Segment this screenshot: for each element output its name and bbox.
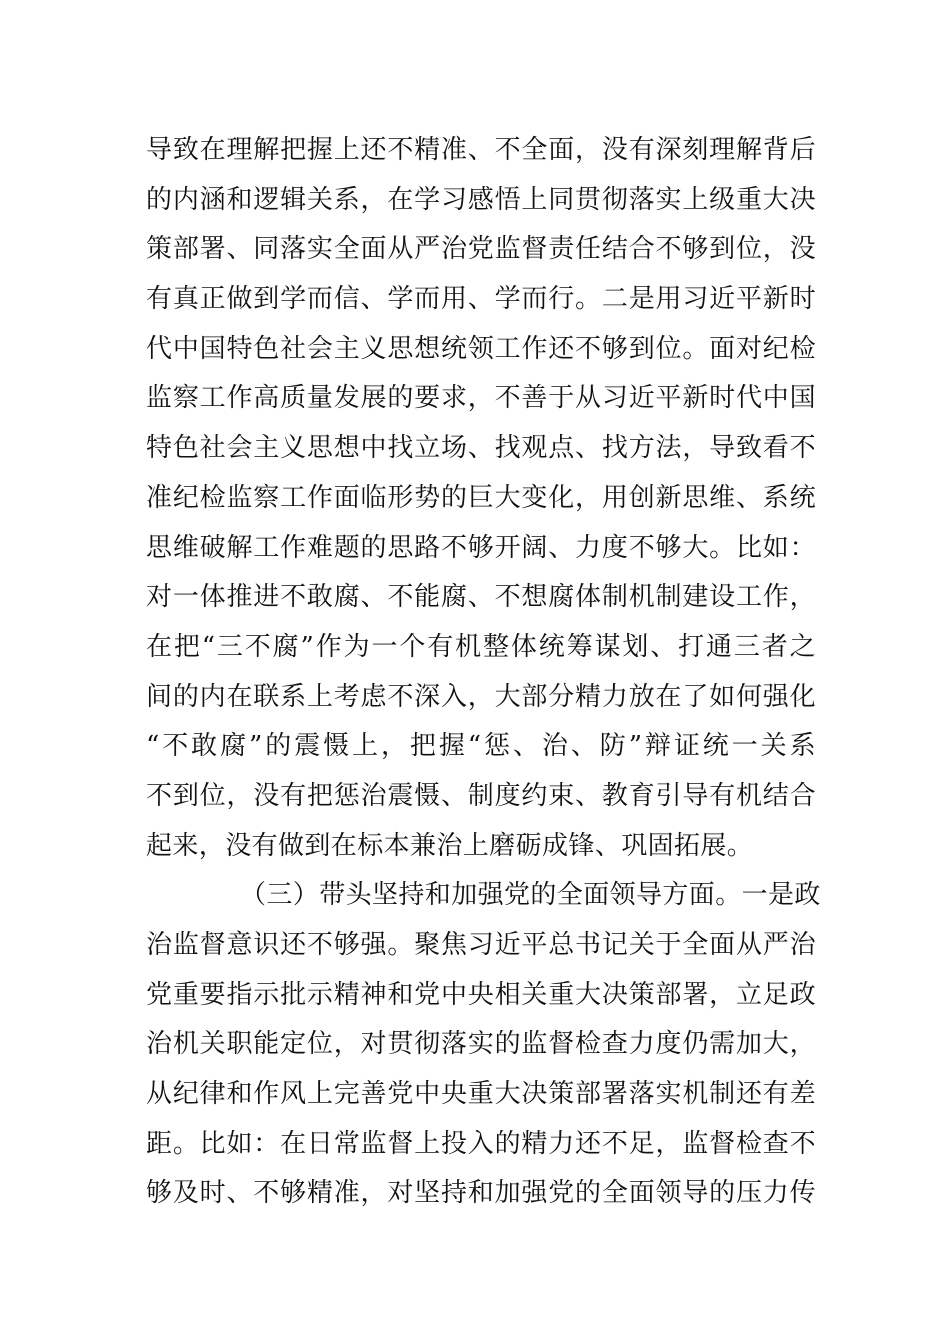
text-line: 思维破解工作难题的思路不够开阔、力度不够大。比如： (146, 532, 816, 563)
text-line: 策部署、同落实全面从严治党监督责任结合不够到位，没 (146, 234, 816, 265)
text-line: 在把“三不腐”作为一个有机整体统筹谋划、打通三者之 (146, 631, 816, 662)
text-line: 不到位，没有把惩治震慑、制度约束、教育引导有机结合 (146, 780, 816, 811)
text-line: 够及时、不够精准，对坚持和加强党的全面领导的压力传 (146, 1178, 816, 1209)
body-text (146, 126, 821, 1219)
text-line: 治机关职能定位，对贯彻落实的监督检查力度仍需加大， (146, 1029, 816, 1060)
text-line: 距。比如：在日常监督上投入的精力还不足，监督检查不 (146, 1128, 816, 1159)
text-line: “不敢腐”的震慑上，把握“惩、治、防”辩证统一关系 (146, 731, 816, 762)
text-line: 特色社会主义思想中找立场、找观点、找方法，导致看不 (146, 433, 816, 464)
text-line: 代中国特色社会主义思想统领工作还不够到位。面对纪检 (146, 333, 816, 364)
text-line: 监察工作高质量发展的要求，不善于从习近平新时代中国 (146, 383, 816, 414)
text-line: 从纪律和作风上完善党中央重大决策部署落实机制还有差 (146, 1079, 816, 1110)
text-line: 党重要指示批示精神和党中央相关重大决策部署，立足政 (146, 979, 816, 1010)
text-line: 准纪检监察工作面临形势的巨大变化，用创新思维、系统 (146, 482, 816, 513)
text-line: 对一体推进不敢腐、不能腐、不想腐体制机制建设工作， (146, 582, 816, 613)
text-line: 导致在理解把握上还不精准、不全面，没有深刻理解背后 (146, 135, 816, 165)
text-line: 治监督意识还不够强。聚焦习近平总书记关于全面从严治 (146, 930, 816, 960)
section-heading-line: （三）带头坚持和加强党的全面领导方面。一是政 (240, 880, 821, 911)
text-line: 的内涵和逻辑关系，在学习感悟上同贯彻落实上级重大决 (146, 184, 816, 215)
text-line: 间的内在联系上考虑不深入，大部分精力放在了如何强化 (146, 681, 816, 712)
text-line: 有真正做到学而信、学而用、学而行。二是用习近平新时 (146, 284, 816, 315)
paragraph-end-line: 起来，没有做到在标本兼治上磨砺成锋、巩固拓展。 (146, 830, 754, 861)
